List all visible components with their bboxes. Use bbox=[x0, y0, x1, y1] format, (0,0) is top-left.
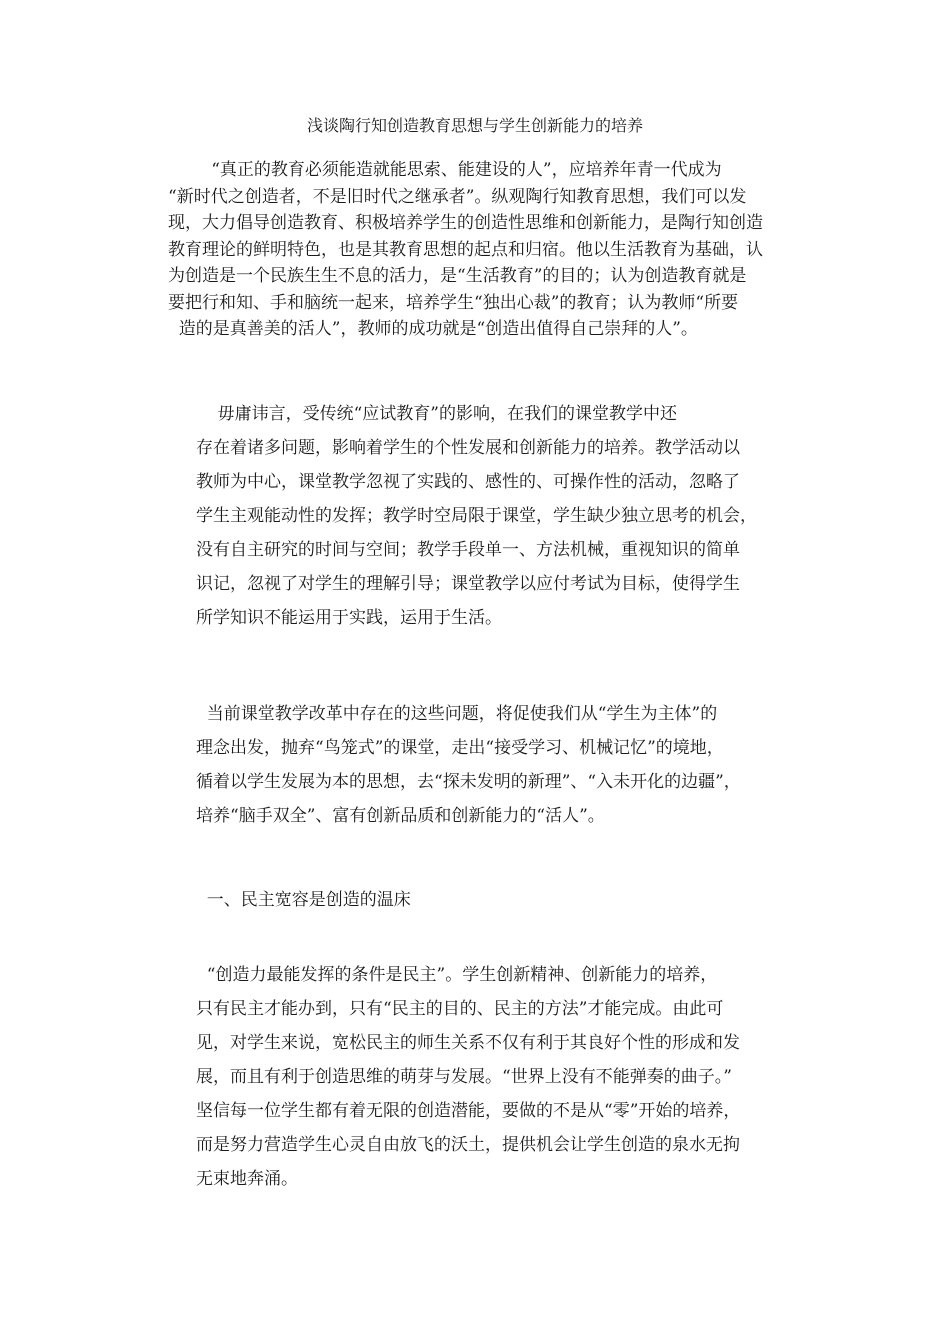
body-line: 培养“脑手双全”、富有创新品质和创新能力的“活人”。 bbox=[196, 806, 605, 826]
body-line: 毋庸讳言，受传统“应试教育”的影响，在我们的课堂教学中还 bbox=[196, 404, 677, 424]
body-line: 无束地奔涌。 bbox=[196, 1169, 298, 1189]
body-line: 展，而且有利于创造思维的萌芽与发展。“世界上没有不能弹奏的曲子。” bbox=[196, 1067, 732, 1087]
intro-paragraph bbox=[168, 157, 808, 343]
body-line: 坚信每一位学生都有着无限的创造潜能，要做的不是从“零”开始的培养， bbox=[196, 1101, 741, 1121]
body-paragraph-1 bbox=[196, 397, 808, 635]
body-line: 见，对学生来说，宽松民主的师生关系不仅有利于其良好个性的形成和发 bbox=[196, 1033, 740, 1053]
body-line: 循着以学生发展为本的思想，去“探未发明的新理”、“入未开化的边疆”， bbox=[196, 772, 741, 792]
section-heading bbox=[196, 883, 808, 917]
intro-line: “真正的教育必须能造就能思索、能建设的人”，应培养年青一代成为 bbox=[168, 160, 722, 180]
body-paragraph-2 bbox=[196, 697, 808, 833]
body-line: 只有民主才能办到，只有“民主的目的、民主的方法”才能完成。由此可 bbox=[196, 999, 724, 1019]
section-heading-text: 一、民主宽容是创造的温床 bbox=[196, 890, 411, 910]
body-line: 而是努力营造学生心灵自由放飞的沃土，提供机会让学生创造的泉水无拘 bbox=[196, 1135, 740, 1155]
intro-line: 造的是真善美的活人”，教师的成功就是“创造出值得自己崇拜的人”。 bbox=[168, 319, 698, 339]
body-line: “创造力最能发挥的条件是民主”。学生创新精神、创新能力的培养， bbox=[196, 965, 718, 985]
body-line: 学生主观能动性的发挥；教学时空局限于课堂，学生缺少独立思考的机会， bbox=[196, 506, 757, 526]
body-line: 理念出发，抛弃“鸟笼式”的课堂，走出“接受学习、机械记忆”的境地， bbox=[196, 738, 724, 758]
intro-line: 教育理论的鲜明特色，也是其教育思想的起点和归宿。他以生活教育为基础，认 bbox=[168, 239, 763, 260]
body-line: 当前课堂教学改革中存在的这些问题，将促使我们从“学生为主体”的 bbox=[196, 704, 718, 724]
body-line: 教师为中心，课堂教学忽视了实践的、感性的、可操作性的活动，忽略了 bbox=[196, 472, 740, 492]
body-line: 识记，忽视了对学生的理解引导；课堂教学以应付考试为目标，使得学生 bbox=[196, 574, 740, 594]
body-line: 没有自主研究的时间与空间；教学手段单一、方法机械，重视知识的简单 bbox=[196, 540, 740, 560]
body-line: 存在着诸多问题，影响着学生的个性发展和创新能力的培养。教学活动以 bbox=[196, 438, 740, 458]
document-title: 浅谈陶行知创造教育思想与学生创新能力的培养 bbox=[306, 116, 643, 135]
intro-line: “新时代之创造者，不是旧时代之继承者”。纵观陶行知教育思想，我们可以发 bbox=[168, 186, 747, 207]
intro-line: 为创造是一个民族生生不息的活力，是“生活教育”的目的；认为创造教育就是 bbox=[168, 266, 747, 286]
body-line: 所学知识不能运用于实践，运用于生活。 bbox=[196, 608, 502, 628]
intro-line: 现，大力倡导创造教育、积极培养学生的创造性思维和创新能力，是陶行知创造 bbox=[168, 213, 763, 233]
body-paragraph-3 bbox=[196, 958, 808, 1196]
intro-line: 要把行和知、手和脑统一起来，培养学生“独出心裁”的教育；认为教师“所要 bbox=[168, 292, 739, 313]
